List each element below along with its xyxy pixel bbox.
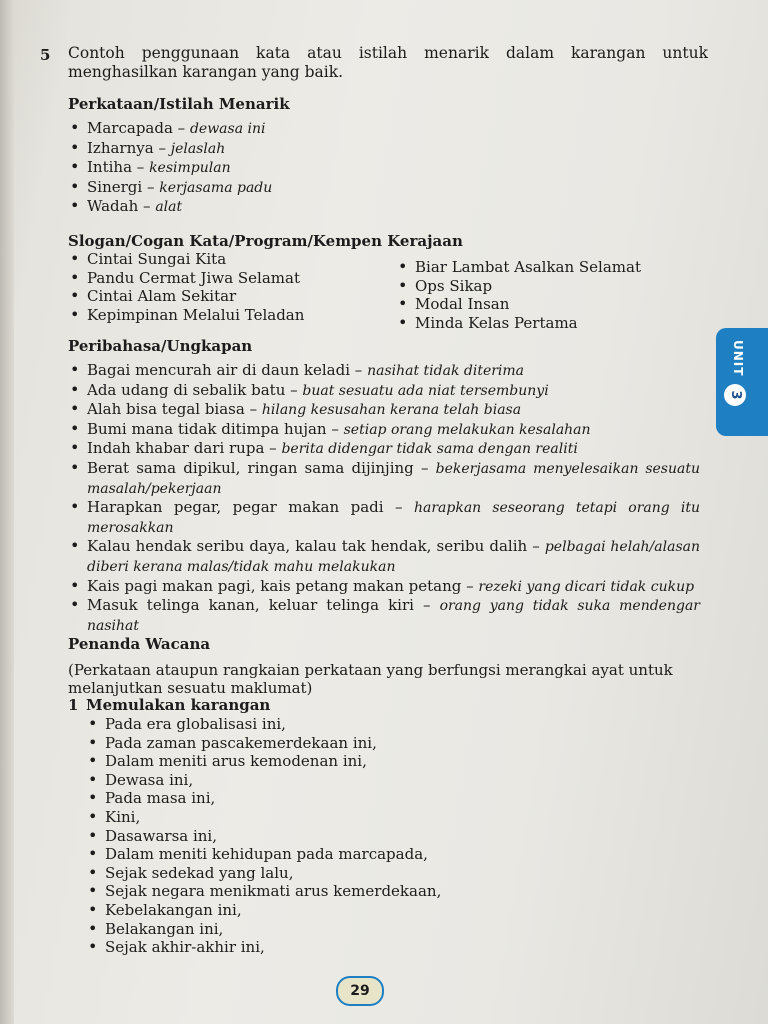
penanda-heading: Penanda Wacana xyxy=(68,635,211,653)
peribahasa-item-term: Ada udang di sebalik batu xyxy=(87,380,286,399)
slogan-item: • Pandu Cermat Jiwa Selamat xyxy=(70,269,370,288)
sub-heading-label: Memulakan karangan xyxy=(86,696,271,714)
peribahasa-item-separator: – xyxy=(527,537,545,556)
penanda-item: • Pada era globalisasi ini, xyxy=(88,715,588,734)
penanda-list xyxy=(88,715,588,957)
penanda-description: (Perkataan ataupun rangkaian perkataan yang berfungsi merangkai ayat untuk melanjutkan sesuatu maklumat) xyxy=(68,661,673,697)
peribahasa-item-term: Harapkan pegar, pegar makan padi xyxy=(87,498,384,517)
peribahasa-item-separator: – xyxy=(413,458,436,477)
penanda-item: • Dewasa ini, xyxy=(88,771,588,790)
perkataan-item xyxy=(70,158,470,178)
peribahasa-item xyxy=(70,361,700,381)
perkataan-item-term: Wadah xyxy=(87,197,139,216)
penanda-item: • Dasawarsa ini, xyxy=(88,827,588,846)
peribahasa-item-meaning: pelbagai helah/alasan diberi kerana malas/tidak mahu melakukan xyxy=(87,539,700,575)
peribahasa-item xyxy=(70,381,700,401)
unit-tab-number: 3 xyxy=(724,384,746,406)
penanda-item: • Kini, xyxy=(88,808,588,827)
slogan-list-right xyxy=(398,258,698,332)
peribahasa-item-term: Bumi mana tidak ditimpa hujan xyxy=(87,419,327,438)
peribahasa-item xyxy=(70,498,700,537)
peribahasa-item-term: Alah bisa tegal biasa xyxy=(87,400,245,419)
peribahasa-item-meaning: orang yang tidak suka mendengar nasihat xyxy=(87,598,700,634)
peribahasa-item-separator: – xyxy=(285,380,303,399)
perkataan-list xyxy=(70,119,470,217)
perkataan-item-separator: – xyxy=(142,177,160,196)
peribahasa-item-separator: – xyxy=(326,419,344,438)
perkataan-item-meaning: jelaslah xyxy=(170,140,226,157)
peribahasa-item-meaning: harapkan seseorang tetapi orang itu merosakkan xyxy=(87,500,700,536)
penanda-item: • Pada zaman pascakemerdekaan ini, xyxy=(88,734,588,753)
perkataan-item-separator: – xyxy=(138,197,156,216)
peribahasa-heading: Peribahasa/Ungkapan xyxy=(68,337,253,355)
peribahasa-item xyxy=(70,439,700,459)
peribahasa-item-meaning: buat sesuatu ada niat tersembunyi xyxy=(302,382,549,399)
perkataan-item-separator: – xyxy=(132,158,150,177)
peribahasa-item-separator: – xyxy=(264,439,282,458)
penanda-item: • Kebelakangan ini, xyxy=(88,901,588,920)
peribahasa-item-meaning: hilang kesusahan kerana telah biasa xyxy=(261,402,522,419)
penanda-item: • Pada masa ini, xyxy=(88,789,588,808)
peribahasa-item-term: Berat sama dipikul, ringan sama dijinjing xyxy=(87,458,414,477)
penanda-item: • Sejak sedekad yang lalu, xyxy=(88,864,588,883)
perkataan-item-meaning: kerjasama padu xyxy=(159,179,273,196)
peribahasa-item-separator: – xyxy=(244,400,262,419)
section-number: 5 xyxy=(40,46,51,64)
perkataan-item xyxy=(70,197,470,217)
peribahasa-item-meaning: berita didengar tidak sama dengan realiti xyxy=(281,441,578,458)
penanda-item: • Dalam meniti arus kemodenan ini, xyxy=(88,752,588,771)
peribahasa-item-meaning: setiap orang melakukan kesalahan xyxy=(343,421,591,438)
slogan-item: • Biar Lambat Asalkan Selamat xyxy=(398,258,698,277)
slogan-item: • Minda Kelas Pertama xyxy=(398,314,698,333)
peribahasa-item xyxy=(70,577,700,597)
peribahasa-item-term: Kalau hendak seribu daya, kalau tak hendak, seribu dalih xyxy=(87,537,528,556)
perkataan-item-meaning: alat xyxy=(155,199,183,216)
peribahasa-item-term: Indah khabar dari rupa xyxy=(87,439,265,458)
sub-heading xyxy=(68,696,270,714)
slogan-heading: Slogan/Cogan Kata/Program/Kempen Kerajaan xyxy=(68,232,463,250)
sub-heading-number: 1 xyxy=(68,696,79,714)
peribahasa-item-separator: – xyxy=(461,576,479,595)
peribahasa-item-separator: – xyxy=(383,498,414,517)
peribahasa-item-meaning: nasihat tidak diterima xyxy=(367,363,525,379)
peribahasa-item-separator: – xyxy=(350,361,368,379)
peribahasa-item-meaning: rezeki yang dicari tidak cukup xyxy=(478,578,695,595)
perkataan-item-separator: – xyxy=(153,138,171,157)
page-number: 29 xyxy=(336,976,384,1006)
peribahasa-item xyxy=(70,596,700,635)
slogan-item: • Modal Insan xyxy=(398,295,698,314)
slogan-item: • Kepimpinan Melalui Teladan xyxy=(70,306,370,325)
perkataan-item-meaning: kesimpulan xyxy=(149,160,231,177)
perkataan-item-meaning: dewasa ini xyxy=(189,121,266,137)
peribahasa-item-term: Bagai mencurah air di daun keladi xyxy=(87,361,351,379)
peribahasa-item xyxy=(70,400,700,420)
unit-tab-label: UNIT xyxy=(731,340,745,377)
perkataan-item-separator: – xyxy=(172,119,190,137)
peribahasa-item-separator: – xyxy=(413,596,440,615)
penanda-item: • Dalam meniti kehidupan pada marcapada, xyxy=(88,845,588,864)
peribahasa-item xyxy=(70,420,700,440)
perkataan-item xyxy=(70,178,470,198)
slogan-item: • Ops Sikap xyxy=(398,277,698,296)
penanda-item: • Sejak negara menikmati arus kemerdekaan, xyxy=(88,882,588,901)
peribahasa-list xyxy=(70,361,700,635)
perkataan-item-term: Intiha xyxy=(87,158,133,177)
peribahasa-item-meaning: bekerjasama menyelesaikan sesuatu masalah/pekerjaan xyxy=(87,460,700,497)
peribahasa-item xyxy=(70,537,700,576)
slogan-item: • Cintai Sungai Kita xyxy=(70,250,370,269)
intro-text: Contoh penggunaan kata atau istilah menarik dalam karangan untuk menghasilkan karangan yang baik. xyxy=(68,44,708,81)
peribahasa-item-term: Kais pagi makan pagi, kais petang makan petang xyxy=(87,576,462,595)
perkataan-item-term: Marcapada xyxy=(87,119,173,137)
penanda-item: • Sejak akhir-akhir ini, xyxy=(88,938,588,957)
perkataan-item xyxy=(70,139,470,159)
slogan-list-left xyxy=(70,250,370,324)
peribahasa-item xyxy=(70,459,700,498)
penanda-item: • Belakangan ini, xyxy=(88,920,588,939)
book-spine-shadow xyxy=(0,0,14,1024)
perkataan-heading: Perkataan/Istilah Menarik xyxy=(68,95,290,113)
slogan-item: • Cintai Alam Sekitar xyxy=(70,287,370,306)
peribahasa-item-term: Masuk telinga kanan, keluar telinga kiri xyxy=(87,596,414,615)
perkataan-item xyxy=(70,119,470,139)
perkataan-item-term: Sinergi xyxy=(87,177,143,196)
perkataan-item-term: Izharnya xyxy=(87,138,154,157)
